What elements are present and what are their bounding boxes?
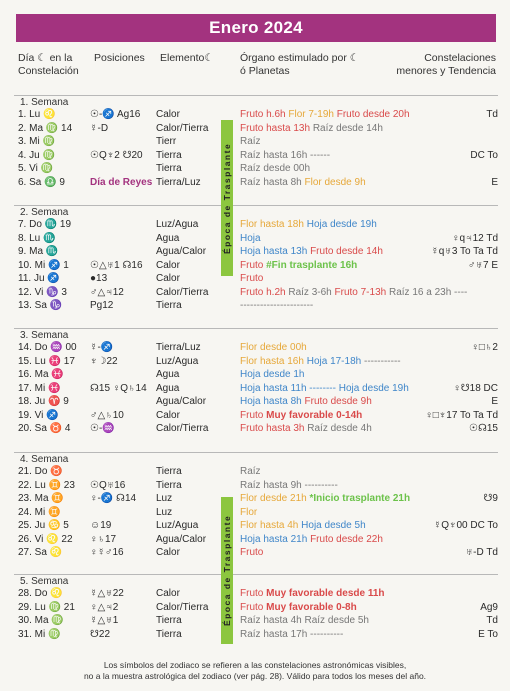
organo-segment: Hoja 17-18h (306, 355, 364, 367)
day-row (14, 299, 498, 313)
organo-segment: Fruto (240, 409, 267, 421)
day-cell: 19. Vi ♐ (18, 409, 59, 421)
day-cell: 11. Ju ♐ (18, 273, 60, 284)
day-cell: 3. Mi ♍ (18, 136, 55, 147)
constelaciones-cell: ☋9 (483, 493, 498, 504)
organo-segment: Fruto (240, 273, 264, 284)
elemento-cell: Tierra (156, 628, 182, 640)
organo-cell (240, 218, 377, 232)
posiciones-cell: ☺19 (90, 520, 112, 531)
organo-segment: Hoja hasta 8h (240, 396, 305, 407)
week-block (14, 205, 498, 313)
footnote-line-2: no a la muestra astrológica del zodiaco (ver pág. 28). Válido para todos los meses del año. (83, 671, 427, 681)
header-tendencia: menores y Tendencia (396, 65, 496, 77)
day-cell: 10. Mi ♐ 1 (18, 259, 69, 271)
posiciones-cell: ☊15 ♀Q♄14 (90, 382, 147, 394)
elemento-cell: Calor (156, 109, 180, 120)
organo-cell (240, 533, 383, 547)
organo-segment: Hoja desde 19h (306, 219, 377, 230)
week-title: 3. Semana (14, 328, 498, 341)
elemento-cell: Calor (156, 588, 180, 599)
day-cell: 23. Ma ♊ (18, 493, 64, 504)
elemento-cell: Calor (156, 409, 180, 421)
elemento-cell: Agua/Calor (156, 246, 207, 257)
constelaciones-cell: E (491, 176, 498, 188)
constelaciones-cell: ♅-D Td (465, 547, 498, 558)
elemento-cell: Tierra (156, 149, 182, 161)
day-row (14, 355, 498, 369)
organo-cell (240, 299, 313, 313)
constelaciones-cell: Td (486, 109, 498, 120)
day-cell: 8. Lu ♏ (18, 232, 56, 244)
organo-cell (240, 382, 409, 396)
day-row (14, 341, 498, 355)
day-row (14, 601, 498, 615)
elemento-cell: Agua/Calor (156, 533, 207, 545)
elemento-cell: Tierra (156, 615, 182, 626)
day-row (14, 176, 498, 190)
organo-cell (240, 546, 263, 560)
posiciones-cell: ☉-♒ (90, 423, 115, 434)
organo-segment: Hoja (240, 232, 261, 244)
elemento-cell: Agua (156, 232, 180, 244)
posiciones-cell: ☉△♅1 ☊16 (90, 259, 143, 271)
day-row (14, 149, 498, 163)
day-row (14, 422, 498, 436)
day-row (14, 479, 498, 493)
header-organo: Órgano estimulado por ☾ (240, 52, 360, 64)
constelaciones-cell: ♀☋18 DC (453, 382, 498, 394)
day-row (14, 108, 498, 122)
day-row (14, 245, 498, 259)
organo-cell (240, 395, 372, 409)
day-cell: 30. Ma ♍ (18, 615, 64, 626)
week-title: 4. Semana (14, 452, 498, 465)
day-cell: 27. Sa ♌ (18, 547, 63, 558)
posiciones-cell: ♀-♐ ☊14 (90, 493, 137, 504)
posiciones-cell: ☉-♐ Ag16 (90, 109, 141, 120)
day-row (14, 506, 498, 520)
day-cell: 9. Ma ♏ (18, 246, 59, 257)
month-title: Enero 2024 (16, 14, 496, 42)
organo-segment: Hoja hasta 21h (240, 533, 311, 545)
organo-segment: Fruto (240, 601, 267, 613)
posiciones-cell: ♂△♃12 (90, 286, 124, 298)
day-row (14, 492, 498, 506)
day-cell: 5. Vi ♍ (18, 163, 54, 174)
organo-segment: Raíz 3-6h (288, 286, 335, 298)
organo-cell (240, 355, 401, 369)
organo-segment: Fruto desde 14h (310, 246, 383, 257)
organo-segment: Raíz desde 14h (312, 122, 383, 134)
day-row (14, 519, 498, 533)
day-cell: 7. Do ♏ 19 (18, 219, 72, 230)
organo-segment: Muy favorable 0-8h (266, 601, 357, 613)
posiciones-cell: ♀△♃2 (90, 601, 119, 613)
organo-cell (240, 149, 330, 163)
organo-segment: Fruto 7-13h (334, 286, 389, 298)
posiciones-cell: ☋22 (90, 628, 111, 640)
organo-segment: Hoja hasta 13h (240, 246, 311, 257)
constelaciones-cell: Td (486, 615, 498, 626)
organo-segment: Flor hasta 16h (240, 355, 307, 367)
organo-cell (240, 245, 383, 259)
day-row (14, 382, 498, 396)
organo-segment: Fruto hasta 3h (240, 423, 308, 434)
elemento-cell: Luz (156, 493, 173, 504)
constelaciones-cell: ☿Q♆00 DC To (433, 520, 498, 531)
organo-segment: #Fin trasplante 16h (266, 259, 358, 271)
header-constelaciones: Constelaciones (424, 52, 496, 64)
constelaciones-cell: ♀□♆17 To Ta Td (425, 409, 498, 421)
header-constelacion: Constelación (18, 65, 79, 77)
posiciones-cell: ♆☽22 (90, 355, 118, 367)
organo-segment: Fruto h.2h (240, 286, 289, 298)
day-cell: 24. Mi ♊ (18, 506, 61, 518)
day-cell: 20. Sa ♉ 4 (18, 423, 71, 434)
day-cell: 15. Lu ♓ 17 (18, 355, 75, 367)
elemento-cell: Tierra/Luz (156, 176, 201, 188)
organo-segment: Raíz desde 00h (240, 163, 311, 174)
posiciones-cell: ☿△♅1 (90, 615, 119, 626)
day-row (14, 232, 498, 246)
organo-segment: Raíz hasta 8h (240, 176, 305, 188)
day-row (14, 162, 498, 176)
day-cell: 26. Vi ♌ 22 (18, 533, 73, 545)
posiciones-cell: ☿△♅22 (90, 588, 124, 599)
day-cell: 29. Lu ♍ 21 (18, 601, 75, 613)
organo-segment: Hoja desde 5h (301, 520, 366, 531)
elemento-cell: Tierra (156, 300, 182, 311)
week-block (14, 95, 498, 189)
organo-segment: Fruto desde 22h (310, 533, 383, 545)
elemento-cell: Calor (156, 547, 180, 558)
day-cell: 18. Ju ♈ 9 (18, 396, 69, 407)
elemento-cell: Agua/Calor (156, 396, 207, 407)
organo-cell (240, 479, 338, 493)
constelaciones-cell: ☉☊15 (469, 423, 498, 434)
organo-cell (240, 368, 305, 382)
organo-segment: Fruto (240, 259, 267, 271)
header-dia: Día ☾ en la (18, 52, 73, 64)
organo-segment: Flor desde 9h (304, 176, 366, 188)
elemento-cell: Agua (156, 382, 180, 394)
day-row (14, 614, 498, 628)
posiciones-cell: ●13 (90, 273, 108, 284)
organo-segment: Raíz hasta 9h ---------- (240, 479, 338, 491)
constelaciones-cell: ☿q♅3 To Ta Td (431, 246, 498, 257)
day-row (14, 628, 498, 642)
trasplante-band-1: Época de Trasplante (221, 120, 233, 276)
organo-cell (240, 122, 383, 136)
day-row (14, 122, 498, 136)
elemento-cell: Luz/Agua (156, 355, 199, 367)
posiciones-cell: ☿-D (90, 122, 109, 134)
week-block (14, 328, 498, 436)
constelaciones-cell: E (491, 396, 498, 407)
posiciones-cell: ♀♄17 (90, 533, 117, 545)
elemento-cell: Luz/Agua (156, 219, 199, 230)
organo-cell (240, 176, 366, 190)
day-row (14, 135, 498, 149)
organo-segment: Flor hasta 4h (240, 520, 302, 531)
elemento-cell: Tierra (156, 163, 182, 174)
elemento-cell: Tierra (156, 466, 182, 477)
organo-segment: Raíz hasta 16h ------ (240, 149, 331, 161)
elemento-cell: Agua (156, 369, 180, 380)
posiciones-cell: Pg12 (90, 300, 114, 311)
day-row (14, 409, 498, 423)
week-block (14, 574, 498, 641)
organo-segment: Flor (240, 506, 258, 518)
organo-segment: Fruto hasta 13h (240, 122, 313, 134)
day-cell: 25. Ju ♋ 5 (18, 520, 69, 531)
organo-cell (240, 519, 366, 533)
posiciones-cell: ☉Q♆2 ☋20 (90, 149, 143, 161)
organo-cell (240, 422, 372, 436)
organo-cell (240, 601, 357, 615)
organo-cell (240, 409, 362, 423)
column-headers (0, 50, 510, 94)
organo-segment: Raíz hasta 4h Raíz desde 5h (240, 615, 369, 626)
footnote (0, 660, 510, 682)
organo-segment: Raíz (240, 466, 261, 477)
organo-cell (240, 108, 410, 122)
elemento-cell: Calor (156, 273, 180, 284)
day-cell: 13. Sa ♑ (18, 300, 63, 311)
elemento-cell: Calor (156, 259, 180, 271)
day-cell: 2. Ma ♍ 14 (18, 122, 73, 134)
constelaciones-cell: E To (478, 628, 498, 640)
posiciones-cell: ☉Q♅16 (90, 479, 126, 491)
elemento-cell: Calor/Tierra (156, 601, 209, 613)
organo-segment: Raíz (240, 136, 261, 147)
week-title: 5. Semana (14, 574, 498, 587)
organo-cell (240, 272, 263, 286)
trasplante-band-2: Época de Trasplante (221, 497, 233, 644)
organo-segment: Hoja desde 1h (240, 369, 305, 380)
footnote-line-1: Los símbolos del zodiaco se refieren a las constelaciones astronómicas visibles, (103, 660, 407, 670)
posiciones-cell: ♂△♄10 (90, 409, 124, 421)
organo-cell (240, 614, 369, 628)
elemento-cell: Calor/Tierra (156, 423, 209, 434)
constelaciones-cell: ♀□♄2 (471, 342, 498, 353)
elemento-cell: Tierr (156, 136, 177, 147)
organo-cell (240, 162, 310, 176)
week-title: 1. Semana (14, 95, 498, 108)
header-planetas: ó Planetas (240, 65, 290, 77)
day-cell: 22. Lu ♊ 23 (18, 479, 75, 491)
organo-cell (240, 465, 261, 479)
day-row (14, 368, 498, 382)
organo-cell (240, 628, 343, 642)
day-row (14, 587, 498, 601)
day-row (14, 218, 498, 232)
day-cell: 4. Ju ♍ (18, 149, 55, 161)
constelaciones-cell: ♀q♃12 Td (452, 232, 498, 244)
elemento-cell: Calor/Tierra (156, 122, 209, 134)
day-row (14, 286, 498, 300)
day-cell: 16. Ma ♓ (18, 369, 64, 380)
day-cell: 21. Do ♉ (18, 466, 63, 477)
organo-segment: Muy favorable desde 11h (266, 588, 385, 599)
day-cell: 28. Do ♌ (18, 588, 63, 599)
organo-segment: Fruto (240, 588, 267, 599)
day-cell: 14. Do ♒ 00 (18, 342, 77, 353)
organo-segment: Fruto desde 9h (304, 396, 372, 407)
organo-segment: Flor desde 21h (240, 493, 310, 504)
elemento-cell: Tierra (156, 479, 182, 491)
organo-segment: Hoja desde 19h (338, 382, 409, 394)
day-cell: 12. Vi ♑ 3 (18, 286, 67, 298)
organo-segment: *Inicio trasplante 21h (309, 493, 411, 504)
organo-segment: Fruto (240, 547, 264, 558)
constelaciones-cell: Ag9 (480, 601, 498, 613)
day-row (14, 533, 498, 547)
posiciones-cell: ☿-♐ (90, 342, 114, 353)
elemento-cell: Calor/Tierra (156, 286, 209, 298)
organo-segment: Fruto desde 20h (336, 109, 410, 120)
organo-cell (240, 506, 257, 520)
organo-cell (240, 135, 261, 149)
elemento-cell: Tierra/Luz (156, 342, 201, 353)
constelaciones-cell: ♂♅7 E (467, 259, 498, 271)
day-row (14, 259, 498, 273)
organo-segment: Flor hasta 18h (240, 219, 307, 230)
week-title: 2. Semana (14, 205, 498, 218)
organo-cell (240, 232, 261, 246)
organo-segment: Fruto h.6h (240, 109, 289, 120)
organo-segment: Flor 7-19h (288, 109, 337, 120)
header-elemento: Elemento☾ (160, 52, 214, 64)
organo-segment: Flor desde 00h (240, 342, 307, 353)
header-posiciones: Posiciones (94, 52, 145, 64)
week-block (14, 452, 498, 560)
day-cell: 6. Sa ♎ 9 (18, 176, 65, 188)
organo-cell (240, 259, 357, 273)
organo-segment: Hoja hasta 11h -------- (240, 382, 339, 394)
day-cell: 17. Mi ♓ (18, 382, 61, 394)
day-cell: 31. Mi ♍ (18, 628, 61, 640)
organo-segment: ----------- (363, 355, 401, 367)
organo-cell (240, 587, 385, 601)
day-row (14, 272, 498, 286)
elemento-cell: Luz/Agua (156, 520, 199, 531)
day-cell: 1. Lu ♌ (18, 109, 56, 120)
organo-segment: Raíz 16 a 23h ---- (388, 286, 468, 298)
organo-cell (240, 286, 467, 300)
organo-segment: ---------------------- (240, 300, 314, 311)
organo-segment: Raíz hasta 17h ---------- (240, 628, 344, 640)
organo-cell (240, 341, 307, 355)
day-row (14, 465, 498, 479)
organo-segment: Muy favorable 0-14h (266, 409, 363, 421)
organo-segment: Raíz desde 4h (307, 423, 372, 434)
day-row (14, 395, 498, 409)
elemento-cell: Luz (156, 506, 173, 518)
posiciones-cell: ♀☿♂16 (90, 547, 124, 558)
day-row (14, 546, 498, 560)
posiciones-cell: Día de Reyes (90, 176, 153, 188)
organo-cell (240, 492, 410, 506)
constelaciones-cell: DC To (470, 149, 498, 161)
